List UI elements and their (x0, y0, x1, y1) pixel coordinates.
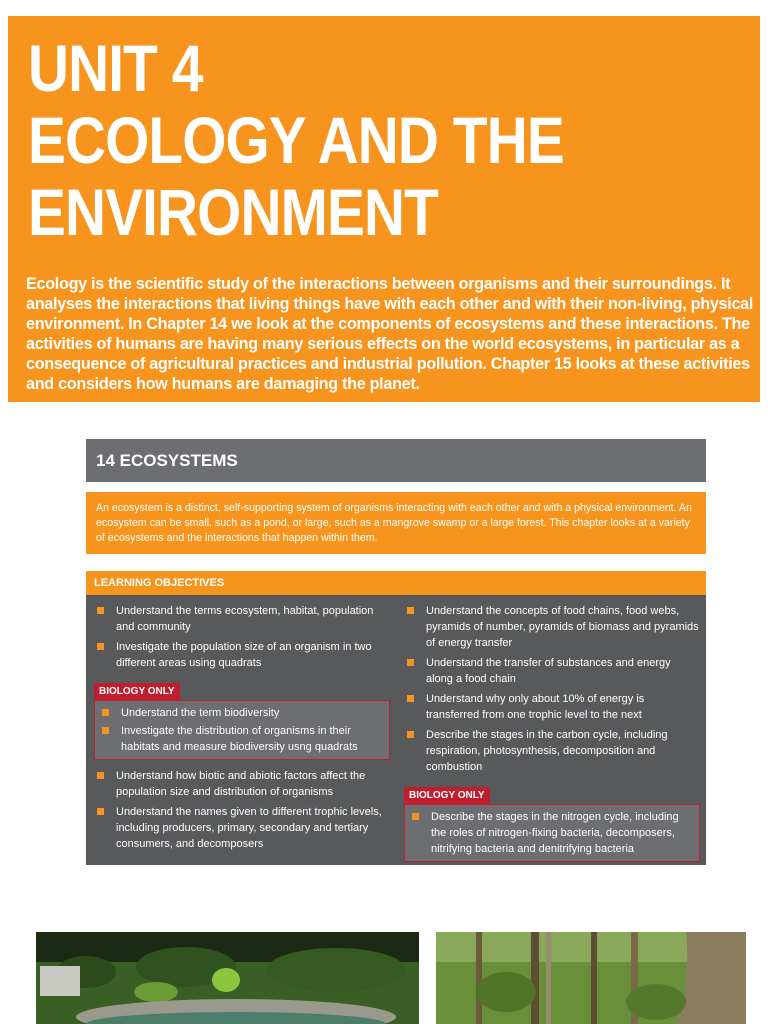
square-bullet-icon (407, 659, 414, 666)
objective-item (94, 804, 390, 852)
learning-objectives-header (86, 571, 706, 595)
objective-item (404, 655, 700, 687)
garden-pond-photo (36, 932, 419, 1024)
objective-item (99, 705, 385, 721)
square-bullet-icon (102, 727, 109, 734)
square-bullet-icon (407, 607, 414, 614)
objectives-column-left (94, 603, 390, 856)
objective-text: Investigate the population size of an organism in two different areas using quadrats (116, 641, 372, 669)
unit-title-line-3: ENVIRONMENT (28, 175, 438, 249)
square-bullet-icon (97, 772, 104, 779)
learning-objectives-body (86, 595, 706, 865)
square-bullet-icon (102, 709, 109, 716)
objective-text: Understand the transfer of substances and energy along a food chain (426, 657, 671, 685)
objective-text: Understand the names given to different trophic levels, including producers, primary, secondary and tertiary consumers, and decomposers (116, 806, 382, 850)
chapter-title: 14 ECOSYSTEMS (96, 451, 238, 470)
square-bullet-icon (97, 643, 104, 650)
objective-item (99, 723, 385, 755)
forest-image (436, 932, 746, 1024)
biology-only-box (94, 700, 390, 760)
objective-item (94, 639, 390, 671)
objective-text: Investigate the distribution of organisms in their habitats and measure biodiversity usng quadrats (121, 725, 358, 753)
learning-objectives-title: LEARNING OBJECTIVES (94, 577, 225, 589)
objective-item (409, 809, 695, 857)
square-bullet-icon (407, 731, 414, 738)
objective-text: Understand the concepts of food chains, food webs, pyramids of number, pyramids of biomass and pyramids of energy transfer (426, 605, 699, 649)
unit-title-line-2: ECOLOGY AND THE (28, 103, 564, 177)
biology-only-label: BIOLOGY ONLY (94, 683, 180, 700)
objective-text: Understand how biotic and abiotic factors affect the population size and distribution of organisms (116, 770, 366, 798)
unit-title-line-1: UNIT 4 (28, 31, 203, 105)
objective-item (94, 603, 390, 635)
objective-item (404, 691, 700, 723)
square-bullet-icon (407, 695, 414, 702)
biology-only-box (404, 804, 700, 862)
unit-intro: Ecology is the scientific study of the interactions between organisms and their surroundings. It analyses the interactions that living things have with each other and with their non-living, physical environment. In Chapter 14 we look at the components of ecosystems and these interactions. The activities of humans are having many serious effects on the world ecosystems, in particular as a consequence of agricultural practices and industrial pollution. Chapter 15 looks at these activities and considers how humans are damaging the planet. (26, 275, 754, 393)
unit-banner (8, 16, 760, 402)
objective-text: Understand why only about 10% of energy is transferred from one trophic level to the next (426, 693, 645, 721)
objectives-column-right (404, 603, 700, 870)
unit-title (28, 32, 564, 248)
objective-text: Understand the term biodiversity (121, 707, 280, 719)
objective-item (404, 727, 700, 775)
square-bullet-icon (97, 607, 104, 614)
garden-pond-image (36, 932, 419, 1024)
chapter-intro: An ecosystem is a distinct, self-supporting system of organisms interacting with each other and with a physical environment. An ecosystem can be small, such as a pond, or large, such as a mangrove swamp or a large forest. This chapter looks at a variety of ecosystems and the interactions that happen within them. (86, 492, 706, 554)
biology-only-label: BIOLOGY ONLY (404, 787, 490, 804)
objective-text: Describe the stages in the nitrogen cycle, including the roles of nitrogen-fixing bacteria, decomposers, nitrifying bacteria and denitrifying bacteria (431, 811, 679, 855)
forest-photo (436, 932, 746, 1024)
square-bullet-icon (97, 808, 104, 815)
objective-item (94, 768, 390, 800)
square-bullet-icon (412, 813, 419, 820)
objective-text: Understand the terms ecosystem, habitat, population and community (116, 605, 374, 633)
chapter-header (86, 439, 706, 482)
objective-text: Describe the stages in the carbon cycle, including respiration, photosynthesis, decomposition and combustion (426, 729, 668, 773)
objective-item (404, 603, 700, 651)
